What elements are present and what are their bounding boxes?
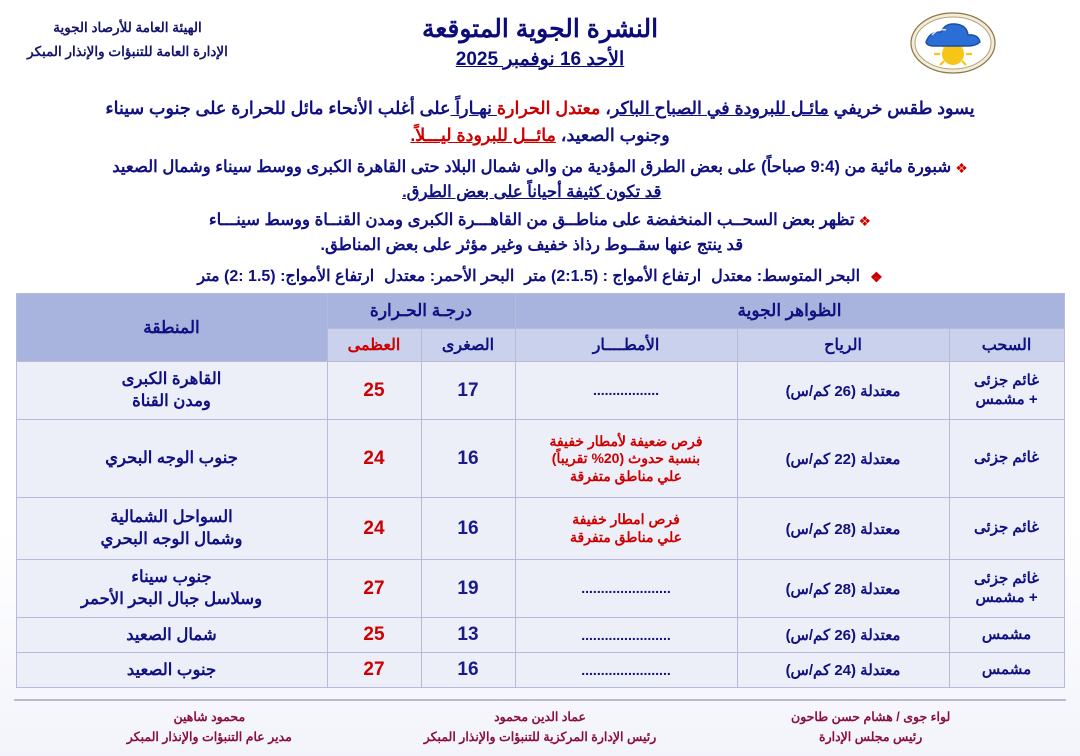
cloud-line: مشمس <box>981 625 1032 643</box>
summary-paragraph <box>26 95 1054 149</box>
region-line: جنوب الصعيد <box>126 660 217 679</box>
diamond-bullet-icon: ❖ <box>858 212 872 229</box>
table-header-group-row <box>16 294 1064 329</box>
cell-wind: معتدلة (22 كم/س) <box>737 420 949 498</box>
signature-right-name: محمود شاهين <box>173 709 246 724</box>
signature-left-name: لواء جوى / هشام حسن طاحون <box>791 709 951 724</box>
cell-region <box>16 498 327 560</box>
header-max-temp: العظمى <box>327 329 421 362</box>
cloud-line: غائم جزئى <box>974 519 1039 537</box>
summary-line2-b: مائــل للبرودة ليـــلاً. <box>410 125 556 146</box>
table-row <box>16 653 1064 688</box>
title-block <box>235 10 845 71</box>
red-sea-label: البحر الأحمر: معتدل <box>384 268 515 286</box>
summary-section <box>14 88 1066 288</box>
list-item <box>26 155 1054 205</box>
rain-line: ................. <box>592 382 660 398</box>
page-title: النشرة الجوية المتوقعة <box>421 15 659 43</box>
table-row <box>16 618 1064 653</box>
cell-wind: معتدلة (28 كم/س) <box>737 498 949 560</box>
cell-clouds <box>949 498 1064 560</box>
cell-wind: معتدلة (28 كم/س) <box>737 560 949 618</box>
cloud-line: + مشمس <box>975 588 1038 606</box>
summary-line2-a: وجنوب الصعيد، <box>555 125 670 146</box>
bullet-1-line-2: قد تكون كثيفة أحياناً على بعض الطرق. <box>402 183 662 201</box>
bulletin-date: الأحد 16 نوفمبر 2025 <box>455 49 625 70</box>
cell-min-temp: 16 <box>421 498 515 560</box>
cell-region <box>16 653 327 688</box>
cell-clouds <box>949 362 1064 420</box>
region-line: وسلاسل جبال البحر الأحمر <box>80 589 263 608</box>
cloud-line: غائم جزئى <box>974 570 1039 587</box>
cell-rain <box>515 362 737 420</box>
bullet-2-line-1: تظهر بعض السحــب المنخفضة على مناطــق من القاهـــرة الكبرى ومدن القنــاة ووسط سينـــاء <box>208 210 855 229</box>
region-line: وشمال الوجه البحري <box>100 529 243 548</box>
signature-center <box>375 707 706 748</box>
signature-left <box>705 707 1036 748</box>
header-clouds: السحب <box>949 329 1064 362</box>
cell-max-temp: 24 <box>327 498 421 560</box>
header-region: المنطقة <box>16 294 327 362</box>
cell-min-temp: 16 <box>421 653 515 688</box>
cell-region <box>16 420 327 498</box>
cell-wind: معتدلة (26 كم/س) <box>737 362 949 420</box>
table-row <box>16 498 1064 560</box>
summary-line1-c: ، <box>600 98 611 118</box>
region-line: السواحل الشمالية <box>110 508 233 527</box>
cell-max-temp: 27 <box>327 560 421 618</box>
page-footer <box>14 699 1066 748</box>
region-line: القاهرة الكبرى <box>121 370 222 389</box>
forecast-table-body <box>16 362 1064 688</box>
region-line: شمال الصعيد <box>126 625 217 644</box>
bullet-2-text <box>209 208 855 258</box>
header-temperature: درجـة الحـرارة <box>327 294 515 329</box>
cell-region <box>16 560 327 618</box>
summary-line1-f: على أغلب الأنحاء مائل للحرارة على جنوب سيناء <box>105 98 451 118</box>
cloud-line: مشمس <box>981 660 1032 678</box>
cloud-line: غائم جزئى <box>974 372 1039 389</box>
summary-line1-e: نهـاراً <box>450 98 497 118</box>
cell-max-temp: 27 <box>327 653 421 688</box>
header-winds: الرياح <box>737 329 949 362</box>
cell-wind: معتدلة (26 كم/س) <box>737 618 949 653</box>
signature-left-role: رئيس مجلس الإدارة <box>819 730 923 745</box>
signature-center-role: رئيس الإدارة المركزية للتنبؤات والإنذار المبكر <box>423 730 657 745</box>
rain-line: ....................... <box>581 626 671 643</box>
org-line-1: الهيئة العامة للأرصاد الجوية <box>53 20 202 35</box>
rain-line: ....................... <box>581 661 671 678</box>
bullet-1-line-1: شبورة مائية من (9:4 صباحاً) على بعض الطرق المؤدية من والى شمال البلاد حتى القاهرة الكبرى ووسط سيناء وشمال الصعيد <box>112 158 952 177</box>
signature-right <box>44 707 375 748</box>
bullet-2-line-2: قد ينتج عنها سقــوط رذاذ خفيف وغير مؤثر على بعض المناطق. <box>320 235 744 254</box>
red-sea-waves: ارتفاع الأمواج: (1.5 :2) متر <box>197 268 375 286</box>
summary-line1-b: مائـل للبرودة في الصباح الباكر <box>610 98 829 118</box>
cell-clouds <box>949 653 1064 688</box>
cell-rain <box>515 653 737 688</box>
region-line: جنوب الوجه البحري <box>105 449 238 468</box>
cell-max-temp: 25 <box>327 618 421 653</box>
cell-min-temp: 19 <box>421 560 515 618</box>
logo-container <box>845 10 1060 74</box>
rain-line: بنسبة حدوث (20% تقريباً) <box>551 450 701 466</box>
rain-line: فرص امطار خفيفة <box>572 511 680 528</box>
cloud-line: + مشمس <box>975 390 1038 408</box>
diamond-bullet-icon: ❖ <box>955 160 968 177</box>
cloud-line: غائم جزئى <box>974 449 1039 467</box>
cell-region <box>16 618 327 653</box>
organization-block <box>20 10 235 63</box>
signature-right-role: مدير عام التنبؤات والإنذار المبكر <box>126 730 292 745</box>
cell-max-temp: 24 <box>327 420 421 498</box>
header-min-temp: الصغرى <box>421 329 515 362</box>
cell-min-temp: 13 <box>421 618 515 653</box>
summary-line1-a: يسود طقس خريفي <box>828 98 975 118</box>
region-line: جنوب سيناء <box>131 568 212 587</box>
mediterranean-waves: ارتفاع الأمواج : (2:1.5) متر <box>524 268 702 286</box>
rain-line: ....................... <box>581 580 671 596</box>
bullet-1-text <box>112 155 951 205</box>
cell-clouds <box>949 560 1064 618</box>
cell-rain <box>515 420 737 498</box>
header-phenomena: الظواهر الجوية <box>515 294 1064 329</box>
org-line-2: الإدارة العامة للتنبؤات والإنذار المبكر <box>27 43 228 59</box>
rain-line: علي مناطق متفرقة <box>570 528 682 545</box>
sea-conditions-row <box>26 264 1054 288</box>
page-header <box>14 6 1066 88</box>
table-row <box>16 420 1064 498</box>
header-rain: الأمطــــار <box>515 329 737 362</box>
diamond-bullet-icon: ❖ <box>870 269 883 286</box>
cell-region <box>16 362 327 420</box>
cell-min-temp: 17 <box>421 362 515 420</box>
egypt-meteorological-authority-logo <box>910 12 996 74</box>
region-line: ومدن القناة <box>132 391 211 410</box>
rain-line: فرص ضعيفة لأمطار خفيفة <box>549 432 703 449</box>
cell-rain <box>515 560 737 618</box>
mediterranean-label: البحر المتوسط: معتدل <box>711 268 861 286</box>
cell-rain <box>515 618 737 653</box>
bullet-list <box>26 155 1054 257</box>
cell-min-temp: 16 <box>421 420 515 498</box>
cell-clouds <box>949 618 1064 653</box>
cell-wind: معتدلة (24 كم/س) <box>737 653 949 688</box>
summary-line1-d: معتدل الحرارة <box>496 98 601 118</box>
table-row <box>16 560 1064 618</box>
cell-clouds <box>949 420 1064 498</box>
cell-max-temp: 25 <box>327 362 421 420</box>
cell-rain <box>515 498 737 560</box>
table-row <box>16 362 1064 420</box>
signature-center-name: عماد الدين محمود <box>494 709 586 724</box>
rain-line: علي مناطق متفرقة <box>570 467 682 484</box>
list-item <box>26 208 1054 258</box>
forecast-table <box>16 293 1065 688</box>
